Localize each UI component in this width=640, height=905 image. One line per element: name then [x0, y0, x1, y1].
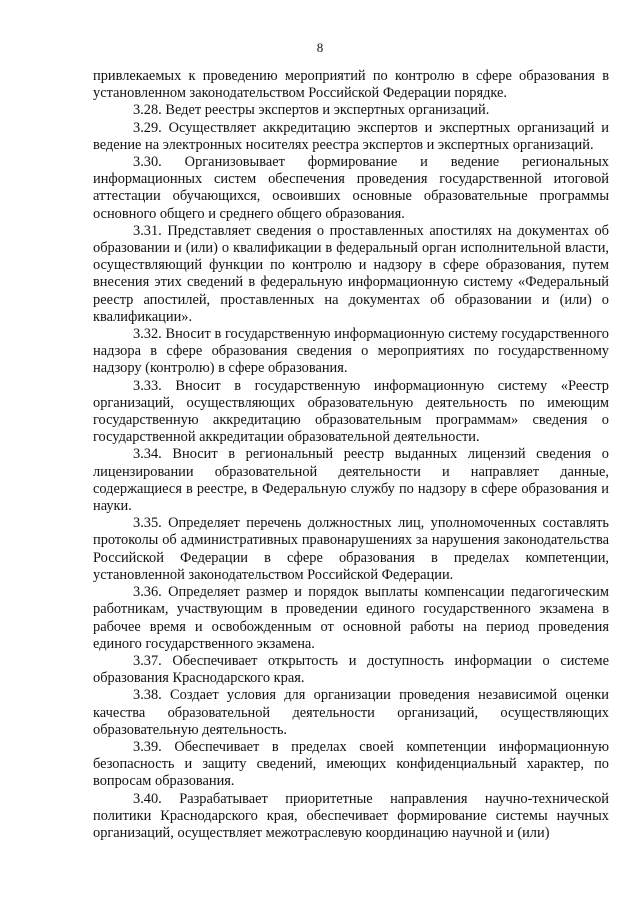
document-body	[93, 68, 609, 842]
page-number: 8	[316, 40, 324, 55]
paragraph: 3.34. Вносит в региональный реестр выданных лицензий сведения о лицензировании образовательной деятельности и направляет данные, содержащиеся в реестре, в Федеральную службу по надзору в сфере образования и науки.	[93, 446, 609, 515]
paragraph: 3.37. Обеспечивает открытость и доступность информации о системе образования Краснодарского края.	[93, 652, 609, 687]
paragraph: 3.30. Организовывает формирование и ведение региональных информационных систем обеспечения проведения государственной итоговой аттестации обучающихся, освоивших основные образовательные программы основного общего и среднего общего образования.	[93, 154, 609, 222]
paragraph: привлекаемых к проведению мероприятий по контролю в сфере образования в установленном законодательством Российской Федерации порядке.	[93, 68, 609, 102]
paragraph: 3.32. Вносит в государственную информационную систему государственного надзора в сфере образования сведения о мероприятиях по государственному надзору (контролю) в сфере образования.	[93, 326, 609, 377]
paragraph: 3.40. Разрабатывает приоритетные направления научно-технической политики Краснодарского края, обеспечивает формирование системы научных организаций, осуществляет межотраслевую координацию научной и (или)	[93, 790, 609, 841]
paragraph: 3.29. Осуществляет аккредитацию экспертов и экспертных организаций и ведение на электронных носителях реестра экспертов и экспертных организаций.	[93, 119, 609, 153]
paragraph: 3.39. Обеспечивает в пределах своей компетенции информационную безопасность и защиту сведений, имеющих конфиденциальный характер, по вопросам образования.	[93, 738, 609, 790]
paragraph: 3.28. Ведет реестры экспертов и экспертных организаций.	[133, 102, 490, 119]
paragraph: 3.36. Определяет размер и порядок выплаты компенсации педагогическим работникам, участвующим в проведении единого государственного экзамена в рабочее время и освобожденным от основной работы на период проведения единого государственного экзамена.	[93, 584, 609, 652]
paragraph: 3.33. Вносит в государственную информационную систему «Реестр организаций, осуществляющих образовательную деятельность по имеющим государственную аккредитацию образовательным программам» сведения о государственной аккредитации образовательной деятельности.	[93, 377, 609, 446]
paragraph: 3.35. Определяет перечень должностных лиц, уполномоченных составлять протоколы об административных правонарушениях за нарушения законодательства Российской Федерации в сфере образования в пределах компетенции, установленной законодательством Российской Федерации.	[93, 515, 609, 583]
paragraph: 3.31. Представляет сведения о проставленных апостилях на документах об образовании и (или) о квалификации в федеральный орган исполнительной власти, осуществляющий функции по контролю и надзору в сфере образования, путем внесения этих сведений в федеральную информационную систему «Федеральный реестр апостилей, проставленных на документах об образовании и (или) о квалификации».	[93, 222, 609, 325]
paragraph: 3.38. Создает условия для организации проведения независимой оценки качества образовательной деятельности организаций, осуществляющих образовательную деятельность.	[93, 687, 609, 738]
